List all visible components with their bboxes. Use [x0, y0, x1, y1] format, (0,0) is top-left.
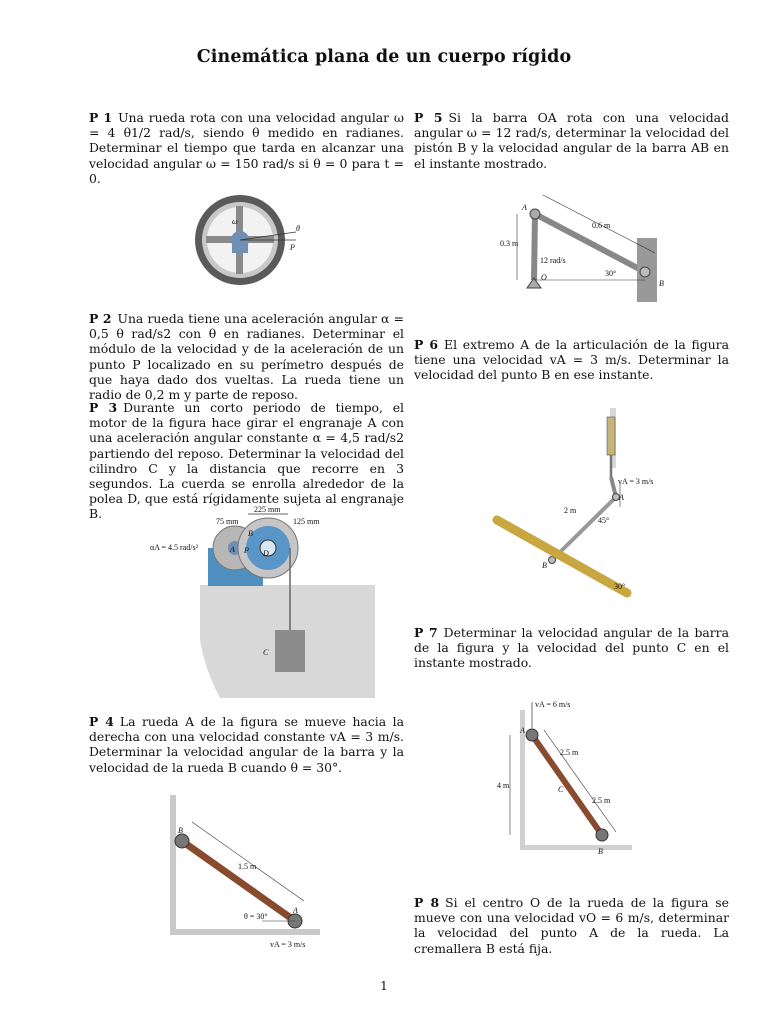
label-len-oa: 0.3 m — [500, 239, 519, 248]
label-angle: 30° — [605, 269, 617, 278]
label-o: O — [541, 273, 547, 282]
label-c: C — [263, 648, 269, 657]
label-s2: 2.5 m — [592, 796, 611, 805]
label-length: 1.5 m — [238, 862, 257, 871]
problem-text: Determinar la velocidad angular de la barra de la figura y la velocidad del punto C en el instante mostrado. — [414, 625, 729, 671]
problem-label: P 1 — [89, 110, 113, 125]
label-a: A — [293, 906, 298, 915]
label-angle30: 30° — [614, 582, 626, 591]
problem-label: P 4 — [89, 714, 114, 729]
problem-p8 — [414, 895, 729, 956]
label-r225: 225 mm — [254, 505, 281, 514]
problem-p1 — [89, 110, 404, 186]
figure-p4-bar — [162, 795, 322, 955]
label-b: B — [598, 847, 603, 856]
label-alpha: αA = 4.5 rad/s² — [150, 543, 198, 552]
problem-text: Durante un corto periodo de tiempo, el motor de la figura hace girar el engranaje A con una aceleración angular constante α = 4,5 rad/s2 partiendo del reposo. Determinar la velocidad del cilindro C y la distancia que recorre en 3 segundos. La cuerda se enrolla alrededor de la polea D, que está rígidamente sujeta al engranaje B. — [89, 400, 404, 522]
label-va: vA = 6 m/s — [535, 700, 571, 709]
problem-label: P 6 — [414, 337, 439, 352]
page-title: Cinemática plana de un cuerpo rígido — [196, 47, 572, 67]
label-theta: θ = 30° — [244, 912, 268, 921]
label-a: A — [522, 203, 527, 212]
problem-p6 — [414, 337, 729, 383]
problem-p2 — [89, 311, 404, 402]
figure-p7-bar — [494, 695, 634, 865]
page-number: 1 — [380, 979, 388, 993]
problem-p7 — [414, 625, 729, 671]
figure-p3-gears — [150, 500, 375, 698]
label-p: P — [244, 546, 249, 555]
label-d: D — [263, 549, 269, 558]
figure-p1-wheel — [192, 190, 307, 290]
problem-label: P 2 — [89, 311, 112, 326]
label-c: C — [558, 785, 564, 794]
figure-p6-linkage — [492, 405, 682, 600]
label-a: A — [619, 493, 624, 502]
label-s1: 2.5 m — [560, 748, 579, 757]
label-a: A — [230, 545, 235, 554]
label-b: B — [659, 279, 664, 288]
problem-text: Una rueda rota con una velocidad angular ω = 4 θ1/2 rad/s, siendo θ medido en radianes. Determinar el tiempo que tarda en alcanzar una velocidad angular ω = 150 rad/s si θ = 0 para t = 0. — [89, 110, 404, 186]
problem-p5 — [414, 110, 729, 171]
label-va: vA = 3 m/s — [270, 940, 306, 949]
label-len: 2 m — [564, 506, 577, 515]
problem-p4 — [89, 714, 404, 775]
label-angle45: 45° — [598, 516, 610, 525]
label-omega: 12 rad/s — [540, 256, 566, 265]
figure-p5-mechanism — [497, 180, 672, 305]
problem-label: P 5 — [414, 110, 443, 125]
label-a: A — [520, 726, 525, 735]
problem-label: P 7 — [414, 625, 438, 640]
label-r75: 75 mm — [216, 517, 239, 526]
label-len-ab: 0.6 m — [592, 221, 611, 230]
label-h: 4 m — [497, 781, 510, 790]
label-b: B — [248, 529, 253, 538]
problem-text: Si la barra OA rota con una velocidad angular ω = 12 rad/s, determinar la velocidad del pistón B y la velocidad angular de la barra AB en el instante mostrado. — [414, 110, 729, 171]
label-b: B — [542, 561, 547, 570]
problem-text: Una rueda tiene una aceleración angular α = 0,5 θ rad/s2 con θ en radianes. Determinar el módulo de la velocidad y de la aceleración de un punto P localizado en su perímetro después de que haya dado dos vueltas. La rueda tiene un radio de 0,2 m y parte de reposo. — [89, 311, 404, 403]
label-p: P — [290, 243, 295, 252]
label-b: B — [178, 826, 183, 835]
label-va: vA = 3 m/s — [618, 477, 654, 486]
problem-text: La rueda A de la figura se mueve hacia la derecha con una velocidad constante vA = 3 m/s. Determinar la velocidad angular de la barra y la velocidad de la rueda B cuando θ = 30°. — [89, 714, 404, 775]
label-theta: θ — [296, 224, 300, 233]
label-r125: 125 mm — [293, 517, 320, 526]
label-omega: ω — [232, 217, 238, 226]
problem-label: P 8 — [414, 895, 440, 910]
problem-label: P 3 — [89, 400, 118, 415]
problem-text: El extremo A de la articulación de la figura tiene una velocidad vA = 3 m/s. Determinar la velocidad del punto B en ese instante. — [414, 337, 729, 383]
problem-text: Si el centro O de la rueda de la figura se mueve con una velocidad vO = 6 m/s, determinar la velocidad del punto A de la rueda. La cremallera B está fija. — [414, 895, 729, 956]
